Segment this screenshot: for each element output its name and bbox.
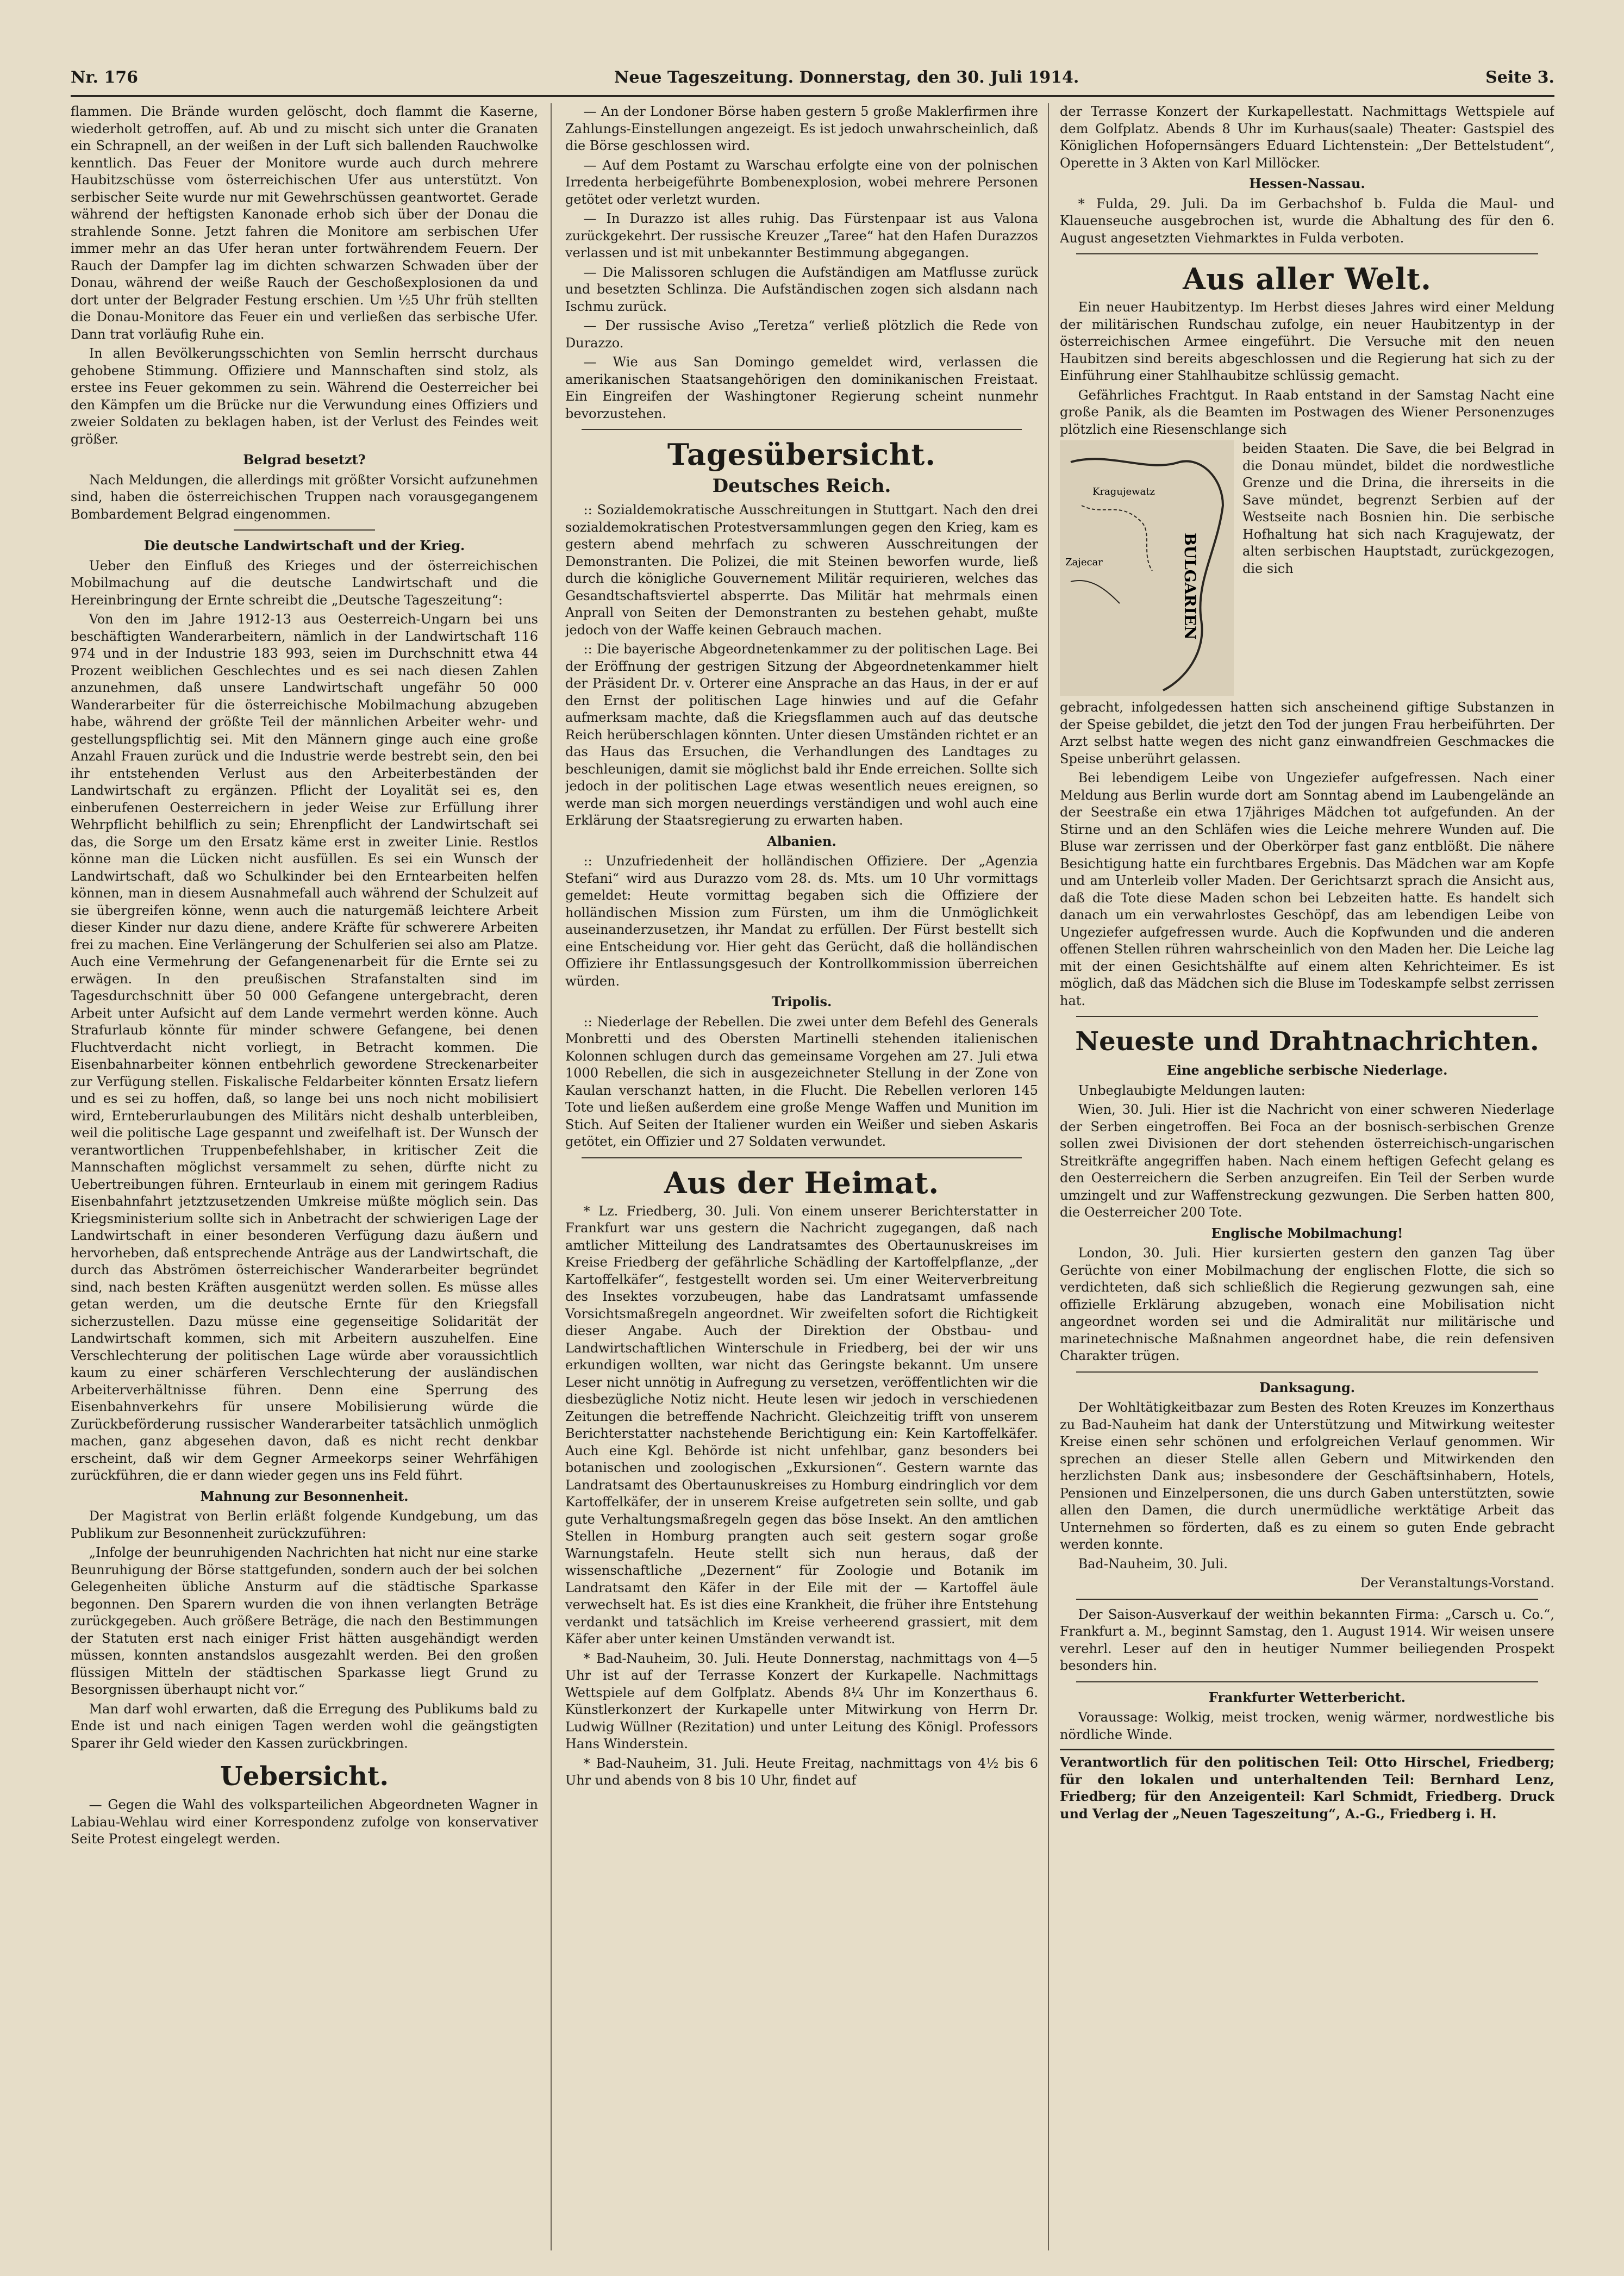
- article-paragraph: Ueber den Einfluß des Krieges und der österreichischen Mobilmachung auf die deutsche Landwirtschaft und die Hereinbringung der Ernte schreibt die „Deutsche Tageszeitung“:: [71, 558, 538, 608]
- masthead-date: Neue Tageszeitung. Donnerstag, den 30. Juli 1914.: [614, 68, 1079, 87]
- column-1: [71, 103, 538, 2250]
- map-sketch: [1060, 440, 1234, 696]
- section-heading: Englische Mobilmachung!: [1211, 1225, 1403, 1241]
- section-title: Aus aller Welt.: [1183, 261, 1432, 296]
- article-paragraph: Wien, 30. Juli. Hier ist die Nachricht von einer schweren Niederlage der Serben eingetroffen. Bei Foca an der bosnisch-serbischen Grenze sollen zwei Divisionen der dort stehenden österreichisch-ungarischen Streitkräfte angegriffen haben. Nach einem heftigen Gefecht gelang es den Oesterreichern die Serben anzugreifen. Ein Teil der Serben wurde umzingelt und zur Waffenstreckung gezwungen. Die Serben hatten 800, die Oesterreicher 200 Tote.: [1060, 1102, 1554, 1220]
- section-heading: Mahnung zur Besonnenheit.: [200, 1488, 409, 1504]
- news-item: — An der Londoner Börse haben gestern 5 große Maklerfirmen ihre Zahlungs-Einstellungen angezeigt. Es ist jedoch unwahrscheinlich, daß die Börse geschlossen wird.: [565, 104, 1038, 153]
- article-paragraph: :: Unzufriedenheit der holländischen Offiziere. Der „Agenzia Stefani“ wird aus Durazzo vom 28. ds. Mts. um 10 Uhr vormittags gemeldet: Heute vormittag begaben sich die Offiziere der holländischen Mission zum Fürsten, um ihm die Unmöglichkeit auseinanderzusetzen, ihr Mandat zu erfüllen. Der Fürst bestellt sich eine Entscheidung vor. Hier geht das Gerücht, daß die holländischen Offiziere ihr Entlassungsgesuch der Kontrollkommission überreichen würden.: [565, 853, 1038, 989]
- article-paragraph: — Gegen die Wahl des volksparteilichen Abgeordneten Wagner in Labiau-Wehlau wird einer Korrespondenz zufolge von konservativer Seite Protest eingelegt werden.: [71, 1797, 538, 1847]
- section-heading: Die deutsche Landwirtschaft und der Krieg.: [143, 538, 465, 553]
- article-paragraph: Man darf wohl erwarten, daß die Erregung des Publikums bald zu Ende ist und nach einigen Tagen werden wohl die geängstigten Sparer ihr Geld wieder den Kassen zurückbringen.: [71, 1701, 538, 1751]
- section-heading: Belgrad besetzt?: [243, 452, 366, 467]
- signature-line: Der Veranstaltungs-Vorstand.: [1360, 1575, 1554, 1591]
- article-paragraph: gebracht, infolgedessen hatten sich anscheinend giftige Substanzen in der Speise gebildet, die jetzt den Tod der jungen Frau herbeiführten. Der Arzt selbst hatte wegen des nicht ganz einwandfreien Geschmackes die Speise unberührt gelassen.: [1060, 700, 1554, 766]
- article-paragraph: der Terrasse Konzert der Kurkapellestatt. Nachmittags Wettspiele auf dem Golfplatz. Abends 8 Uhr im Kurhaus(saale) Theater: Gastspiel des Königlichen Hofopernsängers Eduard Lichtenstein: „Der Bettelstudent“, Operette in 3 Akten von Karl Millöcker.: [1060, 104, 1554, 171]
- column-divider: [551, 103, 552, 2250]
- column-3: [1060, 103, 1554, 2250]
- map-label-bulgarien: BULGARIEN: [1181, 533, 1199, 640]
- section-heading: Hessen-Nassau.: [1249, 176, 1365, 191]
- news-item: — Wie aus San Domingo gemeldet wird, verlassen die amerikanischen Staatsangehörigen den dominikanischen Freistaat. Ein Eingreifen der Washingtoner Regierung scheint nunmehr bevorzustehen.: [565, 354, 1038, 421]
- section-heading: Eine angebliche serbische Niederlage.: [1166, 1062, 1448, 1078]
- column-divider: [1048, 103, 1049, 2250]
- article-paragraph: Nach Meldungen, die allerdings mit größter Vorsicht aufzunehmen sind, haben die österreichischen Truppen nach vorausgegangenem Bombardement Belgrad eingenommen.: [71, 472, 538, 522]
- article-paragraph: Bei lebendigem Leibe von Ungeziefer aufgefressen. Nach einer Meldung aus Berlin wurde dort am Sonntag abend im Laubengelände an der Seestraße ein etwa 17jähriges Mädchen tot aufgefunden. An der Stirne und an den Schläfen wies die Leiche mehrere Wunden auf. Die Bluse war zerrissen und der Oberkörper fast ganz entblößt. Die nähere Besichtigung hatte ein furchtbares Ergebnis. Das Mädchen war am Kopfe und am Unterleib voller Maden. Der Gerichtsarzt sprach die Ansicht aus, daß die Tote diese Maden schon bei Lebzeiten hatte. Es handelt sich danach um ein verwahrlostes Geschöpf, das am lebendigen Leibe von Ungeziefer aufgefressen wurde. Auch die Kopfwunden und die anderen offenen Stellen rühren wahrscheinlich von den Maden her. Die Leiche lag mit der einen Gesichtshälfte auf einem alten Kehrichteimer. Es ist möglich, daß das Mädchen sich die Bluse im Todeskampfe selbst zerrissen hat.: [1060, 770, 1554, 1008]
- article-paragraph: Ein neuer Haubitzentyp. Im Herbst dieses Jahres wird einer Meldung der militärischen Rundschau zufolge, ein neuer Haubitzentyp in der österreichischen Armee eingeführt. Die Versuche mit den neuen Haubitzen sind bereits abgeschlossen und die Regierung hat sich zu der Einführung einer Stahlhaubitze schlüssig gemacht.: [1060, 300, 1554, 383]
- article-paragraph: :: Niederlage der Rebellen. Die zwei unter dem Befehl des Generals Monbretti und des Obersten Martinelli stehenden italienischen Kolonnen schlugen durch das gemeinsame Vorgehen am 27. Juli etwa 1000 Rebellen, die sich in ausgezeichneter Stellung in der Zone von Kaulan verschanzt hatten, in die Flucht. Die Rebellen verloren 145 Tote und ließen außerdem eine große Menge Waffen und Munition im Stich. Auf Seiten der Italiener wurden ein Weißer und sieben Askaris getötet, ein Offizier und 27 Soldaten verwundet.: [565, 1014, 1038, 1149]
- imprint: [1060, 1749, 1554, 1822]
- divider: [1076, 253, 1538, 254]
- weather-forecast: Voraussage: Wolkig, meist trocken, wenig wärmer, nordwestliche bis nördliche Winde.: [1060, 1710, 1554, 1742]
- divider: [582, 429, 1022, 430]
- section-title: Neueste und Drahtnachrichten.: [1075, 1026, 1539, 1057]
- news-item: — Auf dem Postamt zu Warschau erfolgte eine von der polnischen Irredenta herbeigeführte Bombenexplosion, wobei mehrere Personen getötet oder verletzt wurden.: [565, 157, 1038, 207]
- news-item: — In Durazzo ist alles ruhig. Das Fürstenpaar ist aus Valona zurückgekehrt. Der russische Kreuzer „Taree“ hat den Hafen Durazzos verlassen und ist mit unbekannter Bestimmung abgegangen.: [565, 211, 1038, 260]
- article-paragraph: Bad-Nauheim, 30. Juli.: [1078, 1556, 1228, 1572]
- article-paragraph: * Lz. Friedberg, 30. Juli. Von einem unserer Berichterstatter in Frankfurt war uns gestern die Nachricht zugegangen, daß nach amtlicher Mitteilung des Landratsamtes des Obertaunuskreises im Kreise Friedberg der gefährliche Schädling der Kartoffelpflanze, „der Kartoffelkäfer“, festgestellt worden sei. Um einer Weiterverbreitung des Insektes vorzubeugen, habe das Landratsamt umfassende Vorsichtsmaßregeln angeordnet. Wir zweifelten sofort die Richtigkeit dieser Angabe. Auch der Direktion der Obstbau- und Landwirtschaftlichen Winterschule in Friedberg, bei der wir uns erkundigen wollten, war nicht das Geringste bekannt. Um unsere Leser nicht unnötig in Aufregung zu versetzen, veröffentlichten wir die diesbezügliche Notiz nicht. Heute lesen wir jedoch in verschiedenen Zeitungen die betreffende Nachricht. Gleichzeitig trifft von unserem Berichterstatter nachstehende Berichtigung ein: Kein Kartoffelkäfer. Auch eine Kgl. Behörde ist nicht unfehlbar, ganz besonders bei botanischen und zoologischen „Exkursionen“. Gestern warnte das Landratsamt des Obertaunuskreises zu Homburg eindringlich vor dem Kartoffelkäfer, der in unserem Kreise aufgetreten sein sollte, und gab gute Verhaltungsmaßregeln gegen das böse Insekt. An den amtlichen Stellen in Homburg prangten auch seit gestern sogar große Warnungstafeln. Heute stellt sich nun heraus, daß der wissenschaftliche „Dezernent“ für Zoologie und Botanik im Landratsamt den Käfer in der Eile mit der — Kartoffel äule verwechselt hat. Es ist dies eine Krankheit, die früher ihre Entstehung verdankt und tatsächlich im Kreise verheerend grassiert, mit dem Käfer aber unter keinen Umständen verwandt ist.: [565, 1203, 1038, 1647]
- news-item: — Die Malissoren schlugen die Aufständigen am Matflusse zurück und besetzten Schlinza. Die Aufständischen zogen sich alsdann nach Ischmu zurück.: [565, 264, 1038, 314]
- section-heading: Albanien.: [767, 833, 836, 849]
- article-paragraph: In allen Bevölkerungsschichten von Semlin herrscht durchaus gehobene Stimmung. Offiziere und Mannschaften sind stolz, als erstee ins Feuer gekommen zu sein. Während die Oesterreicher bei den Kämpfen um die Brücke nur die Verwundung eines Offiziers und zweier Soldaten zu beklagen haben, ist der Verlust des Feindes weit größer.: [71, 346, 538, 447]
- column-2: [565, 103, 1038, 2250]
- section-heading: Danksagung.: [1259, 1379, 1356, 1395]
- article-paragraph: London, 30. Juli. Hier kursierten gestern den ganzen Tag über Gerüchte von einer Mobilmachung der englischen Flotte, die sich so verdichteten, daß sich schließlich die Regierung gezwungen sah, eine offizielle Erklärung abzugeben, wonach eine Mobilisation nicht angeordnet worden sei und die Admiralität nur militärische und marinetechnische Maßnahmen angeordnet habe, die rein defensiven Charakter trügen.: [1060, 1245, 1554, 1363]
- article-paragraph: * Bad-Nauheim, 30. Juli. Heute Donnerstag, nachmittags von 4—5 Uhr ist auf der Terrasse Konzert der Kurkapelle. Nachmittags Wettspiele auf dem Golfplatz. Abends 8¼ Uhr im Konzerthaus 6. Künstlerkonzert der Kurkapelle unter Mitwirkung von Herrn Dr. Ludwig Wüllner (Rezitation) und unter Leitung des Königl. Professors Hans Winderstein.: [565, 1650, 1038, 1751]
- divider: [234, 529, 375, 531]
- article-paragraph: Der Magistrat von Berlin erläßt folgende Kundgebung, um das Publikum zur Besonnenheit zurückzuführen:: [71, 1508, 538, 1541]
- news-item: — Der russische Aviso „Teretza“ verließ plötzlich die Rede von Durazzo.: [565, 318, 1038, 351]
- map-label-zajecar: Zajecar: [1065, 557, 1103, 568]
- section-title: Uebersicht.: [220, 1761, 389, 1792]
- serbia-map-image: [1060, 440, 1234, 696]
- page-number: Seite 3.: [1485, 68, 1554, 87]
- article-paragraph: Von den im Jahre 1912-13 aus Oesterreich-Ungarn bei uns beschäftigten Wanderarbeitern, nämlich in der Landwirtschaft 116 974 und in der Industrie 183 993, seien im Durchschnitt etwa 44 Prozent weiblichen Geschlechtes und es sei nach diesen Zahlen anzunehmen, daß unsere Landwirtschaft ungefähr 50 000 Wanderarbeiter für die österreichische Mobilmachung abzugeben habe, während der größte Teil der männlichen Arbeiter wehr- und gestellungspflichtig sei. Mit den Männern ginge auch eine große Anzahl Frauen zurück und die Industrie werde bestrebt sein, den bei ihr entstehenden Verlust aus den Arbeiterbeständen der Landwirtschaft zu ergänzen. Pflicht der Loyalität sei es, den einberufenen Oesterreichern in jeder Weise zur Erfüllung ihrer Wehrpflicht behilflich zu sein; Ehrenpflicht der Landwirtschaft sei das, die Sorge um den Ersatz käme erst in zweiter Linie. Restlos könne man die Lücken nicht ausfüllen. Es sei ein Wunsch der Landwirtschaft, daß wo Schulkinder bei den Erntearbeiten helfen können, man in diesem Ausnahmefall auch während der Schulzeit auf sie übergreifen könne, wenn auch die naturgemäß leichtere Arbeit dieser Kinder nur dazu diene, andere Kräfte für schwerere Arbeiten frei zu machen. Eine Verlängerung der Schulferien sei also am Platze. Auch eine Vermehrung der Gefangenenarbeit für die Ernte sei zu erwägen. In den preußischen Strafanstalten sind im Tagesdurchschnitt über 50 000 Gefangene untergebracht, deren Arbeit unter Aufsicht auf dem Lande vermehrt werden könne. Auch Strafurlaub könnte für minder schwere Gefangene, bei denen Fluchtverdacht nicht vorliegt, in Betracht kommen. Die Eisenbahnarbeiter können entbehrlich gewordene Streckenarbeiter zur Verfügung stellen. Fiskalische Feldarbeiter könnten Ersatz liefern und es sei zu hoffen, daß, so lange bei uns noch nicht mobilisiert wird, Ernteberurlaubungen des Militärs nicht deshalb unterbleiben, weil die politische Lage gespannt und zweifelhaft ist. Der Wunsch der verantwortlichen Truppenbefehlshaber, in kritischer Zeit die Mannschaften möglichst versammelt zu sehen, dürfte nicht zu Uebertreibungen führen. Ernteurlaub in einem mit geringem Radius Eisenbahnfahrt jetztzusetzenden Umkreise müßte möglich sein. Das Kriegsministerium sollte sich in Anbetracht der schwierigen Lage der Landwirtschaft in einer besonderen Verfügung dazu äußern und hervorheben, daß entsprechende Anträge aus der Landwirtschaft, die durch das Abströmen österreichischer Wanderarbeiter begründet sind, nach besten Kräften ausgenützt werden sollen. Es müsse alles getan werden, um die deutsche Ernte für den Kriegsfall sicherzustellen. Dazu müsse eine gegenseitige Solidarität der Landwirtschaft kommen, sich mit Arbeitern auszuhelfen. Eine Verschlechterung der politischen Lage würde aber voraussichtlich kaum zu einer schärferen Verschlechterung der ausländischen Arbeiterverhältnisse führen. Denn eine Sperrung des Eisenbahnverkehrs für unsere Mobilisierung würde die Zurückbeförderung russischer Wanderarbeiter tatsächlich unmöglich machen, ganz abgesehen davon, daß es nicht recht denkbar erscheint, daß wir dem Gegner Armeekorps seiner Wehrfähigen zurückführen, die er dann wieder gegen uns ins Feld führt.: [71, 612, 538, 1483]
- map-label-kragujewatz: Kragujewatz: [1092, 486, 1155, 497]
- divider: [582, 1157, 1022, 1158]
- article-paragraph: :: Die bayerische Abgeordnetenkammer zu der politischen Lage. Bei der Eröffnung der gestrigen Sitzung der Abgeordnetenkammer hielt der Präsident Dr. v. Orterer eine Ansprache an das Haus, in der er auf den Ernst der politischen Lage hinwies und auf die Gefahr aufmerksam machte, daß die Kriegsflammen auch auf das deutsche Reich herüberschlagen könnten. Unter diesen Umständen richtet er an das Haus das Ersuchen, die Verhandlungen des Landtages zu beschleunigen, damit sie möglichst bald ihr Ende erreichen. Sollte sich jedoch in der politischen Lage etwas wesentlich neues ereignen, so werde man sich morgen neuerdings verständigen und wohl auch eine Erklärung der Staatsregierung zu erwarten haben.: [565, 641, 1038, 828]
- article-paragraph: Unbeglaubigte Meldungen lauten:: [1078, 1082, 1306, 1098]
- article-paragraph: * Fulda, 29. Juli. Da im Gerbachshof b. Fulda die Maul- und Klauenseuche ausgebrochen ist, wurde die Abhaltung des für den 6. August angesetzten Viehmarktes in Fulda verboten.: [1060, 196, 1554, 246]
- article-paragraph: flammen. Die Brände wurden gelöscht, doch flammt die Kaserne, wiederholt getroffen, auf. Ab und zu mischt sich unter die Granaten ein Schrapnell, an der weißen in der Luft sich ballenden Rauchwolke kenntlich. Das Feuer der Monitore wurde auch durch mehrere Haubitzschüsse vom österreichischen Ufer aus unterstützt. Von serbischer Seite wurde nur mit Gewehrschüssen geantwortet. Gerade während der heftigsten Kanonade erhob sich über der Donau die strahlende Sonne. Jetzt fahren die Monitore am serbischen Ufer immer mehr an das Ufer heran unter fortwährendem Feuern. Der Rauch der Dampfer lag im dichten schwarzen Schwaden über der Donau, während der weiße Rauch der Geschoßexplosionen da und dort unter der Belgrader Festung erschien. Um ½5 Uhr früh stellten die Donau-Monitore das Feuer ein und verließen das serbische Ufer. Dann trat vorläufig Ruhe ein.: [71, 104, 538, 342]
- article-paragraph: :: Sozialdemokratische Ausschreitungen in Stuttgart. Nach den drei sozialdemokratischen Protestversammlungen gegen den Krieg, kam es gestern abend mehrfach zu schweren Ausschreitungen der Demonstranten. Die Polizei, die mit Steinen beworfen wurde, ließ durch die königliche Gouvernement Militär requirieren, welches das Gesandtschaftsviertel absperrte. Das Militär hat mehrmals einen Anprall von Seiten der Demonstranten zu bestehen gehabt, mußte jedoch von der Waffe keinen Gebrauch machen.: [565, 502, 1038, 638]
- section-heading: Tripolis.: [771, 994, 832, 1009]
- divider: [1076, 1371, 1538, 1373]
- section-heading: Frankfurter Wetterbericht.: [1208, 1689, 1406, 1705]
- article-paragraph: Der Wohltätigkeitbazar zum Besten des Roten Kreuzes im Konzerthaus zu Bad-Nauheim hat dank der Unterstützung und Mitwirkung weitester Kreise einen sehr schönen und erfolgreichen Verlauf genommen. Wir sprechen an dieser Stelle allen Gebern und Mitwirkenden den herzlichsten Dank aus; insbesondere der Geschäftsinhabern, Hotels, Pensionen und Einzelpersonen, die uns durch Gaben unterstützten, sowie allen den Damen, die durch unermüdliche werktätige Arbeit das Unternehmen so förderten, daß es zu einem so guten Ende gebracht werden konnte.: [1060, 1400, 1554, 1552]
- section-title: Tagesübersicht.: [667, 437, 936, 472]
- divider: [1076, 1681, 1538, 1682]
- section-title: Aus der Heimat.: [664, 1165, 940, 1200]
- article-paragraph: Gefährliches Frachtgut. In Raab entstand in der Samstag Nacht eine große Panik, als die Beamten im Postwagen des Wiener Personenzuges plötzlich eine Riesenschlange sich: [1060, 387, 1554, 437]
- imprint-text: Verantwortlich für den politischen Teil: Otto Hirschel, Friedberg; für den lokalen und unterhaltenden Teil: Bernhard Lenz, Friedberg; für den Anzeigenteil: Karl Schmidt, Friedberg. Druck und Verlag der „Neuen Tageszeitung“, A.-G., Friedberg i. H.: [1060, 1754, 1554, 1822]
- advertisement-notice: Der Saison-Ausverkauf der weithin bekannten Firma: „Carsch u. Co.“, Frankfurt a. M., beginnt Samstag, den 1. August 1914. Wir weisen unsere verehrl. Leser auf den in heutiger Nummer beiliegenden Prospekt besonders hin.: [1060, 1606, 1554, 1673]
- divider: [1076, 1599, 1538, 1600]
- article-paragraph: * Bad-Nauheim, 31. Juli. Heute Freitag, nachmittags von 4½ bis 6 Uhr und abends von 8 bis 10 Uhr, findet auf: [565, 1755, 1038, 1788]
- section-subtitle: Deutsches Reich.: [712, 475, 891, 497]
- divider: [1076, 1016, 1538, 1017]
- issue-number: Nr. 176: [71, 68, 138, 87]
- page-header: [71, 63, 1554, 97]
- article-paragraph: „Infolge der beunruhigenden Nachrichten hat nicht nur eine starke Beunruhigung der Börse stattgefunden, sondern auch der bei solchen Gelegenheiten übliche Ansturm auf die städtische Sparkasse begonnen. Den Sparern wurden die von ihnen verlangten Beträge zurückgegeben. Auch größere Beträge, die nach den Bestimmungen der Statuten erst nach einiger Frist hätten ausgehändigt werden müssen, konnten anstandslos ausgezahlt werden. Bei den großen flüssigen Mitteln der städtischen Sparkasse liegt Grund zu Besorgnissen überhaupt nicht vor.“: [71, 1545, 538, 1697]
- article-paragraph: beiden Staaten. Die Save, die bei Belgrad in die Donau mündet, bildet die nordwestliche Grenze und die Drina, die ihrerseits in die Save mündet, begrenzt Serbien auf der Westseite nach Bosnien hin. Die serbische Hofhaltung hat sich nach Kragujewatz, der alten serbischen Hauptstadt, zurückgezogen, die sich: [1242, 441, 1554, 576]
